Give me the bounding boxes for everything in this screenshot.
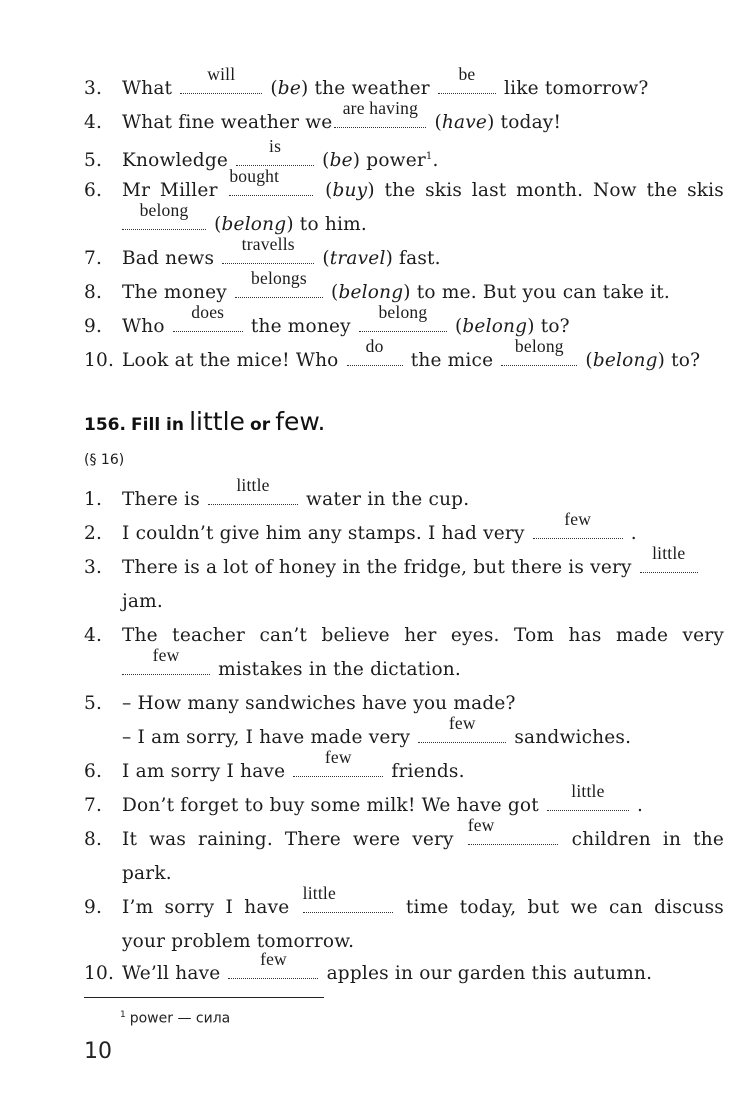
ex155-item-7: 7. Bad news travells (travel) fast. xyxy=(84,234,441,269)
handwritten-answer: little xyxy=(236,475,270,495)
answer-blank[interactable] xyxy=(222,234,314,264)
ex156-item-7: 7. Don’t forget to buy some milk! We have got little . xyxy=(84,781,644,816)
ex156-item-10: 10. We’ll have few apples in our garden this autumn. xyxy=(84,949,653,984)
verb-hint: buy xyxy=(332,180,368,201)
answer-blank[interactable] xyxy=(359,302,447,332)
handwritten-answer: little xyxy=(571,781,605,801)
footnote-text: power — сила xyxy=(129,1010,231,1027)
answer-blank[interactable] xyxy=(302,883,393,913)
answer-blank[interactable] xyxy=(640,543,698,573)
answer-blank[interactable] xyxy=(501,336,577,366)
answer-blank[interactable] xyxy=(467,815,558,845)
answer-blank[interactable] xyxy=(347,336,403,366)
answer-blank[interactable] xyxy=(418,713,506,743)
handwritten-answer: belong xyxy=(514,336,564,356)
grammar-reference: (§ 16) xyxy=(84,452,125,468)
ex155-item-6: 6. Mr Miller bought (buy) the skis last month. Now the skis xyxy=(84,166,724,201)
handwritten-answer: few xyxy=(467,815,495,835)
verb-hint: travel xyxy=(329,248,386,269)
answer-blank[interactable] xyxy=(229,166,313,196)
handwritten-answer: few xyxy=(448,713,476,733)
answer-blank[interactable] xyxy=(228,949,318,979)
verb-hint: belong xyxy=(221,214,287,235)
answer-blank[interactable] xyxy=(235,268,323,298)
exercise-number: 156. xyxy=(84,415,126,435)
ex156-item-2: 2. I couldn’t give him any stamps. I had very few . xyxy=(84,509,637,544)
handwritten-answer: do xyxy=(365,336,384,356)
handwritten-answer: does xyxy=(191,302,225,322)
ex155-item-5: 5. Knowledge is (be) power$^1$. xyxy=(84,136,439,172)
page-number: 10 xyxy=(84,1039,112,1064)
answer-blank[interactable] xyxy=(208,475,298,505)
footnote xyxy=(120,1010,230,1027)
verb-hint: have xyxy=(441,112,488,133)
ex156-item-3: 3. There is a lot of honey in the fridge, but there is very little xyxy=(84,551,724,585)
answer-blank[interactable] xyxy=(533,509,623,539)
answer-blank[interactable] xyxy=(438,64,496,94)
handwritten-answer: little xyxy=(302,883,336,903)
answer-blank[interactable] xyxy=(547,781,629,811)
handwritten-answer: belong xyxy=(139,200,189,220)
exercise-156-heading: 156. Fill in little or few. xyxy=(84,407,326,436)
answer-blank[interactable] xyxy=(180,64,262,94)
handwritten-answer: be xyxy=(458,64,476,84)
ex156-item-9: 9. I’m sorry I have little time today, but we can discuss xyxy=(84,883,724,918)
footnote-mark: 1 xyxy=(425,151,433,162)
handwritten-answer: is xyxy=(269,136,282,157)
verb-hint: be xyxy=(329,150,353,172)
answer-blank[interactable] xyxy=(122,200,206,230)
handwritten-answer: will xyxy=(207,64,236,84)
ex155-item-8: 8. The money belongs (belong) to me. But you can take it. xyxy=(84,268,671,303)
handwritten-answer: are having xyxy=(342,98,419,118)
ex156-item-5-reply: – I am sorry, I have made very few sandwiches. xyxy=(122,713,632,748)
ex156-item-4-continued: few mistakes in the dictation. xyxy=(122,653,724,687)
verb-hint: belong xyxy=(338,282,404,303)
answer-blank[interactable] xyxy=(236,136,314,166)
ex155-item-6-continued: belong (belong) to him. xyxy=(122,208,724,242)
verb-hint: belong xyxy=(462,316,528,337)
ex155-item-3: 3. What will (be) the weather be like tomorrow? xyxy=(84,64,649,99)
ex155-item-4: 4. What fine weather we are having (have) today! xyxy=(84,98,562,133)
handwritten-answer: few xyxy=(564,509,592,529)
handwritten-answer: few xyxy=(324,747,352,767)
ex155-item-10: 10. Look at the mice! Who do the mice belong (belong) to? xyxy=(84,336,701,371)
ex156-item-4: 4. The teacher can’t believe her eyes. Tom has made very xyxy=(84,625,724,646)
footnote-mark: 1 xyxy=(120,1010,126,1020)
handwritten-answer: little xyxy=(652,543,686,563)
handwritten-answer: belong xyxy=(378,302,428,322)
answer-blank[interactable] xyxy=(293,747,383,777)
ex156-item-9-continued: your problem tomorrow. xyxy=(122,931,355,952)
handwritten-answer: belongs xyxy=(251,268,307,288)
verb-hint: be xyxy=(277,78,301,99)
ex156-item-6: 6. I am sorry I have few friends. xyxy=(84,747,465,782)
answer-blank[interactable] xyxy=(334,98,426,128)
handwritten-answer: bought xyxy=(229,166,280,186)
answer-blank[interactable] xyxy=(122,645,210,675)
ex155-item-9: 9. Who does the money belong (belong) to? xyxy=(84,302,570,337)
ex156-item-8-continued: park. xyxy=(122,863,172,884)
ex156-item-3-continued: jam. xyxy=(122,591,163,612)
ex156-item-1: 1. There is little water in the cup. xyxy=(84,475,470,510)
handwritten-answer: few xyxy=(152,645,180,665)
handwritten-answer: travells xyxy=(241,234,295,254)
footnote-divider xyxy=(84,997,324,998)
handwritten-answer: few xyxy=(260,949,287,969)
ex156-item-5: 5. – How many sandwiches have you made? xyxy=(84,693,516,714)
ex156-item-8: 8. It was raining. There were very few children in the xyxy=(84,815,724,850)
verb-hint: belong xyxy=(592,350,658,371)
answer-blank[interactable] xyxy=(173,302,243,332)
